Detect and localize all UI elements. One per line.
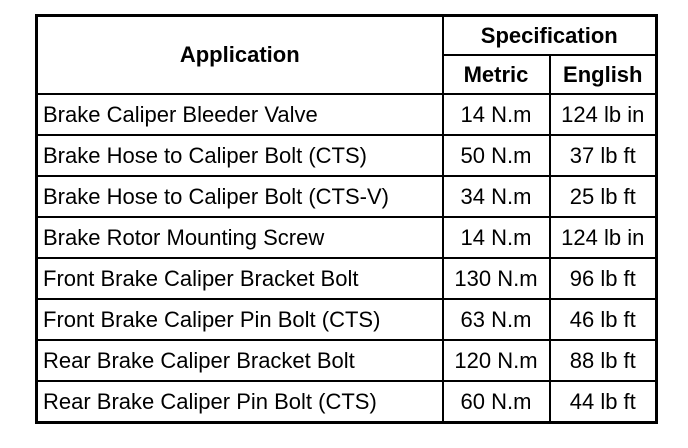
table-row: [37, 94, 657, 135]
table-row: [37, 299, 657, 340]
metric-cell: 14 N.m: [443, 217, 550, 258]
metric-cell: 50 N.m: [443, 135, 550, 176]
application-cell: Rear Brake Caliper Bracket Bolt: [37, 340, 443, 381]
metric-cell: 63 N.m: [443, 299, 550, 340]
application-cell: Front Brake Caliper Pin Bolt (CTS): [37, 299, 443, 340]
application-cell: Brake Caliper Bleeder Valve: [37, 94, 443, 135]
metric-cell: 14 N.m: [443, 94, 550, 135]
metric-cell: 120 N.m: [443, 340, 550, 381]
english-cell: 25 lb ft: [550, 176, 657, 217]
english-cell: 44 lb ft: [550, 381, 657, 423]
english-cell: 124 lb in: [550, 94, 657, 135]
metric-cell: 34 N.m: [443, 176, 550, 217]
application-header: Application: [37, 16, 443, 95]
english-cell: 124 lb in: [550, 217, 657, 258]
metric-cell: 130 N.m: [443, 258, 550, 299]
english-cell: 96 lb ft: [550, 258, 657, 299]
table-row: [37, 381, 657, 423]
english-cell: 88 lb ft: [550, 340, 657, 381]
metric-cell: 60 N.m: [443, 381, 550, 423]
specification-header: Specification: [443, 16, 657, 56]
application-cell: Rear Brake Caliper Pin Bolt (CTS): [37, 381, 443, 423]
english-cell: 46 lb ft: [550, 299, 657, 340]
table-row: [37, 176, 657, 217]
application-cell: Brake Rotor Mounting Screw: [37, 217, 443, 258]
table-row: [37, 258, 657, 299]
table-row: [37, 340, 657, 381]
fastener-spec-table: [35, 14, 658, 424]
application-cell: Brake Hose to Caliper Bolt (CTS-V): [37, 176, 443, 217]
english-header: English: [550, 55, 657, 94]
application-cell: Brake Hose to Caliper Bolt (CTS): [37, 135, 443, 176]
english-cell: 37 lb ft: [550, 135, 657, 176]
metric-header: Metric: [443, 55, 550, 94]
table-row: [37, 217, 657, 258]
application-cell: Front Brake Caliper Bracket Bolt: [37, 258, 443, 299]
table-row: [37, 135, 657, 176]
